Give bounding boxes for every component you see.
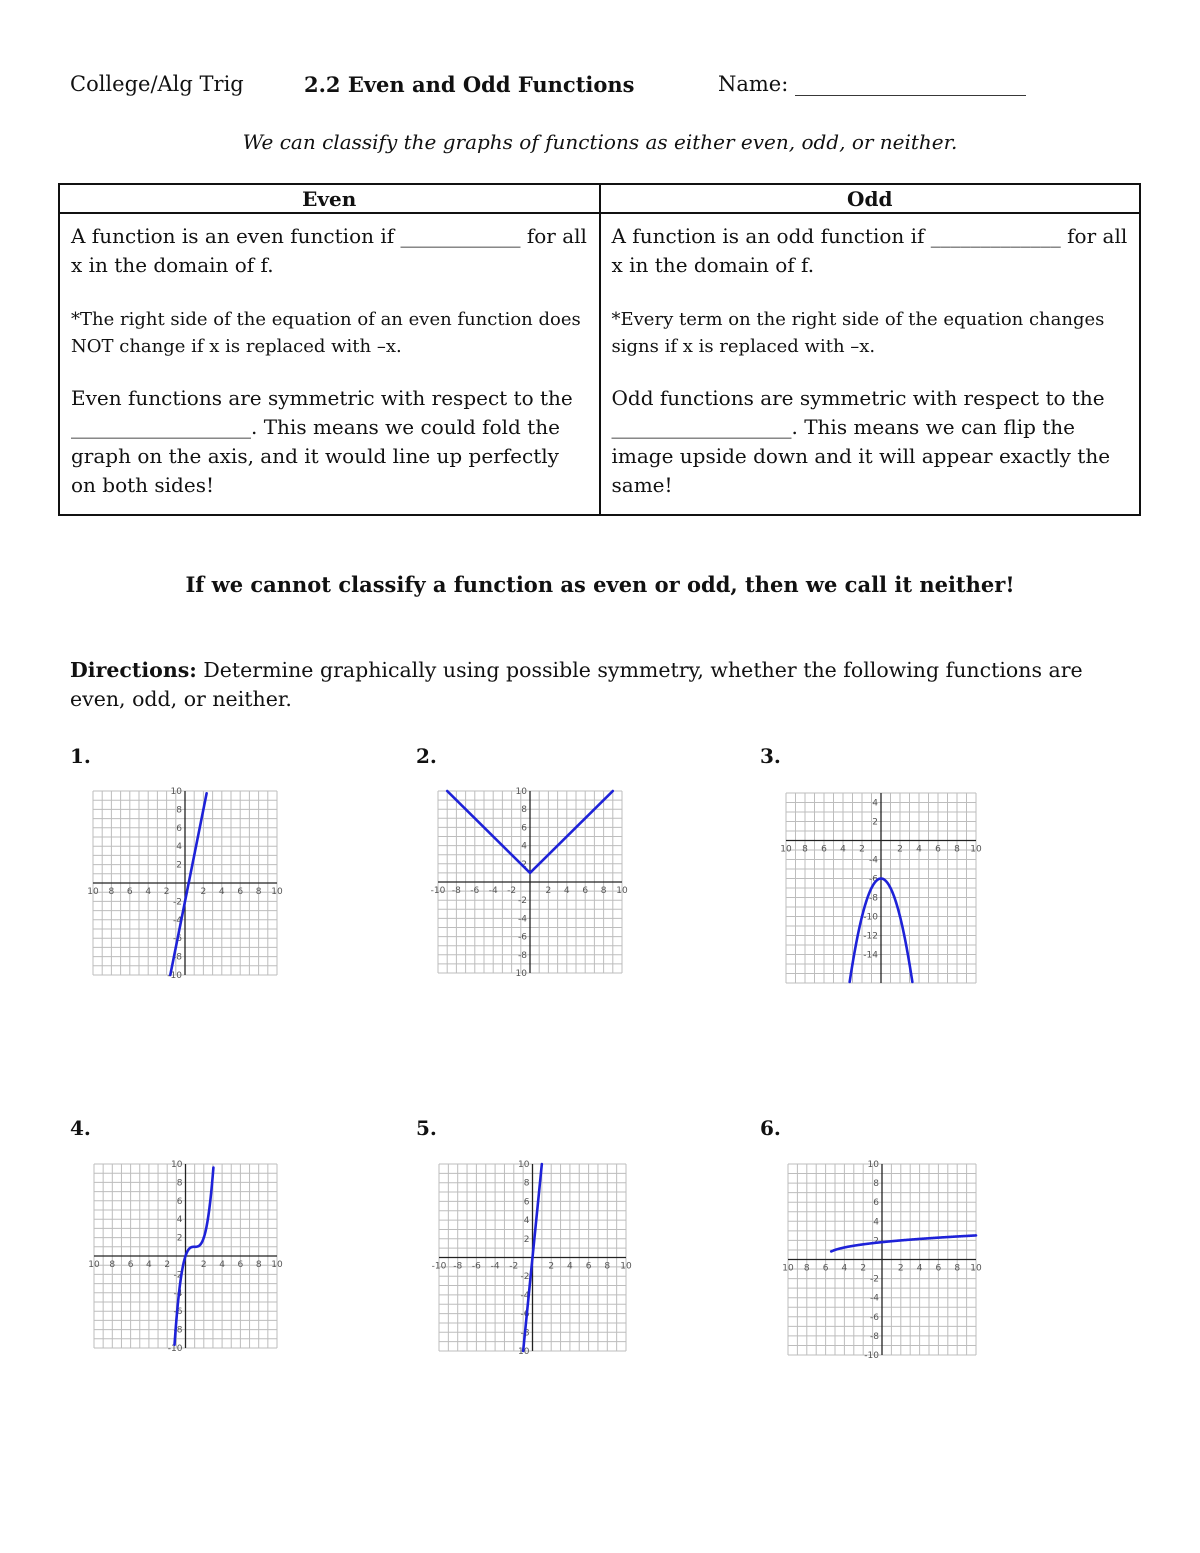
- x-tick-label: 2: [897, 1263, 904, 1274]
- y-tick-label: 8: [176, 1178, 183, 1189]
- x-tick-label: 10: [780, 844, 792, 855]
- x-tick-label: 8: [109, 1260, 116, 1270]
- graph-6: [782, 1160, 982, 1361]
- odd-note: *Every term on the right side of the equation changes signs if x is replaced with –x.: [611, 309, 1105, 357]
- x-tick-label: 8: [803, 1263, 810, 1274]
- x-tick-label: 6: [821, 844, 827, 855]
- x-tick-label: 6: [127, 1260, 134, 1270]
- y-tick-label: -4: [869, 855, 878, 866]
- even-odd-table: [58, 183, 1141, 516]
- y-tick-label: 10: [515, 787, 527, 797]
- y-tick-label: -6: [173, 934, 182, 945]
- y-tick-label: 2: [873, 1236, 879, 1247]
- even-cell: [59, 213, 600, 515]
- x-tick-label: -8: [453, 1261, 463, 1272]
- x-tick-label: 6: [237, 1260, 244, 1270]
- graph-5: [431, 1160, 632, 1357]
- problem-number: 5.: [416, 1116, 437, 1140]
- x-tick-label: 2: [164, 1260, 171, 1270]
- y-tick-label: 8: [176, 805, 182, 816]
- worksheet-header: [70, 72, 1140, 102]
- y-tick-label: -8: [520, 1328, 530, 1339]
- y-tick-label: 8: [523, 1178, 530, 1189]
- name-field[interactable]: Name: ______________________: [718, 72, 1026, 96]
- x-tick-label: 10: [970, 1263, 982, 1274]
- y-tick-label: 10: [171, 1160, 183, 1170]
- y-tick-label: 8: [521, 805, 527, 816]
- x-tick-label: 4: [916, 1263, 923, 1274]
- y-tick-label: 4: [176, 842, 182, 853]
- y-tick-label: 4: [872, 798, 878, 809]
- y-tick-label: -4: [870, 1293, 879, 1304]
- y-tick-label: -10: [167, 971, 182, 981]
- x-tick-label: -2: [507, 886, 517, 896]
- y-tick-label: -6: [869, 874, 878, 885]
- y-tick-label: 10: [867, 1160, 879, 1170]
- worksheet-title: 2.2 Even and Odd Functions: [304, 72, 635, 97]
- y-tick-label: 2: [176, 1233, 183, 1244]
- intro-text: We can classify the graphs of functions as either even, odd, or neither.: [242, 130, 958, 154]
- directions: [70, 656, 1140, 714]
- y-tick-label: 6: [176, 1196, 183, 1207]
- x-tick-label: 2: [163, 887, 170, 897]
- y-tick-label: 8: [873, 1179, 879, 1190]
- x-tick-label: 2: [859, 844, 865, 855]
- y-tick-label: 4: [521, 841, 527, 852]
- y-tick-label: 10: [518, 1347, 530, 1357]
- x-tick-label: 2: [200, 1260, 207, 1270]
- y-tick-label: -4: [520, 1290, 530, 1301]
- x-tick-label: -6: [471, 1261, 481, 1272]
- y-tick-label: -4: [518, 914, 527, 925]
- odd-heading: Odd: [600, 184, 1141, 213]
- graph-4: [88, 1160, 283, 1354]
- odd-cell: [600, 213, 1141, 515]
- odd-symmetry: Odd functions are symmetric with respect to the __________________. This means we can flip the image upside down and it will appear exactly the same!: [611, 386, 1111, 497]
- x-tick-label: 4: [145, 887, 152, 897]
- even-symmetry: Even functions are symmetric with respect to the __________________. This means we could fold the graph on the axis, and it would line up perfectly on both sides!: [71, 386, 573, 497]
- y-tick-label: -4: [173, 1288, 183, 1299]
- x-tick-label: 10: [782, 1263, 794, 1274]
- course-label: College/Alg Trig: [70, 72, 244, 96]
- y-tick-label: 6: [176, 823, 182, 834]
- y-tick-label: -6: [518, 932, 527, 943]
- odd-definition: A function is an odd function if _____________ for all x in the domain of f.: [611, 224, 1128, 277]
- y-tick-label: -14: [863, 950, 878, 961]
- x-tick-label: 6: [126, 887, 133, 897]
- y-tick-label: 4: [176, 1215, 183, 1226]
- even-note: *The right side of the equation of an even function does NOT change if x is replaced with –x.: [71, 309, 581, 357]
- y-tick-label: 6: [873, 1198, 879, 1209]
- x-tick-label: 2: [897, 844, 903, 855]
- x-tick-label: -4: [488, 886, 498, 896]
- x-tick-label: 8: [604, 1261, 611, 1272]
- x-tick-label: 10: [87, 887, 99, 897]
- x-tick-label: 4: [916, 844, 922, 855]
- y-tick-label: 10: [518, 1160, 530, 1170]
- x-tick-label: 2: [548, 1261, 555, 1272]
- x-tick-label: -8: [451, 886, 461, 896]
- y-tick-label: -10: [864, 1351, 879, 1361]
- y-tick-label: -10: [167, 1344, 183, 1354]
- x-tick-label: 8: [954, 1263, 961, 1274]
- x-tick-label: 6: [585, 1261, 592, 1272]
- y-tick-label: -8: [173, 952, 182, 963]
- y-tick-label: -6: [870, 1312, 879, 1323]
- x-tick-label: 8: [600, 886, 607, 896]
- directions-label: Directions:: [70, 658, 197, 682]
- y-tick-label: 2: [176, 860, 182, 871]
- y-tick-label: 4: [523, 1216, 530, 1227]
- x-tick-label: 2: [860, 1263, 867, 1274]
- problem-number: 4.: [70, 1116, 91, 1140]
- x-tick-label: 4: [840, 844, 846, 855]
- y-tick-label: -8: [518, 950, 527, 961]
- y-tick-label: -8: [869, 893, 878, 904]
- x-tick-label: -10: [430, 886, 446, 896]
- x-tick-label: -10: [431, 1261, 447, 1272]
- y-tick-label: -8: [173, 1325, 183, 1336]
- graph-3: [780, 792, 982, 984]
- y-tick-label: -2: [173, 1270, 183, 1281]
- even-definition: A function is an even function if ____________ for all x in the domain of f.: [71, 224, 587, 277]
- x-tick-label: 4: [841, 1263, 848, 1274]
- problem-number: 1.: [70, 744, 91, 768]
- y-tick-label: -12: [863, 931, 878, 942]
- problem-number: 2.: [416, 744, 437, 768]
- x-tick-label: 10: [271, 887, 283, 897]
- x-tick-label: 10: [88, 1260, 100, 1270]
- graph-1: [87, 787, 283, 981]
- x-tick-label: -6: [470, 886, 480, 896]
- even-heading: Even: [59, 184, 600, 213]
- x-tick-label: 10: [620, 1261, 632, 1272]
- x-tick-label: 10: [970, 844, 982, 855]
- y-tick-label: -8: [870, 1331, 879, 1342]
- y-tick-label: -2: [520, 1272, 530, 1283]
- x-tick-label: 8: [255, 1260, 262, 1270]
- x-tick-label: 8: [255, 887, 262, 897]
- x-tick-label: 8: [954, 844, 960, 855]
- graph-2: [430, 787, 628, 979]
- x-tick-label: 8: [108, 887, 115, 897]
- x-tick-label: 6: [822, 1263, 829, 1274]
- y-tick-label: -6: [520, 1309, 530, 1320]
- y-tick-label: 2: [523, 1234, 530, 1245]
- y-tick-label: 6: [521, 823, 527, 834]
- x-tick-label: 8: [802, 844, 808, 855]
- x-tick-label: -4: [490, 1261, 500, 1272]
- y-tick-label: 2: [521, 859, 527, 870]
- directions-text: Determine graphically using possible symmetry, whether the following functions are even, odd, or neither.: [70, 658, 1083, 711]
- x-tick-label: 6: [582, 886, 589, 896]
- x-tick-label: 6: [935, 1263, 942, 1274]
- x-tick-label: 4: [563, 886, 570, 896]
- x-tick-label: 2: [545, 886, 552, 896]
- neither-statement: If we cannot classify a function as even or odd, then we call it neither!: [185, 572, 1015, 597]
- y-tick-label: -2: [173, 897, 182, 908]
- y-tick-label: 6: [523, 1197, 530, 1208]
- y-tick-label: -6: [173, 1307, 183, 1318]
- y-tick-label: 4: [873, 1217, 879, 1228]
- y-tick-label: 10: [170, 787, 182, 797]
- y-tick-label: -2: [870, 1274, 879, 1285]
- y-tick-label: 10: [515, 969, 527, 979]
- y-tick-label: -4: [173, 915, 182, 926]
- x-tick-label: 6: [935, 844, 941, 855]
- y-tick-label: -10: [863, 912, 878, 923]
- y-tick-label: 2: [872, 817, 878, 828]
- x-tick-label: -2: [509, 1261, 519, 1272]
- x-tick-label: 6: [237, 887, 244, 897]
- problem-number: 3.: [760, 744, 781, 768]
- x-tick-label: 2: [200, 887, 207, 897]
- x-tick-label: 4: [218, 887, 225, 897]
- x-tick-label: 10: [616, 886, 628, 896]
- problem-number: 6.: [760, 1116, 781, 1140]
- x-tick-label: 4: [219, 1260, 225, 1270]
- y-tick-label: -2: [518, 896, 527, 907]
- x-tick-label: 10: [271, 1260, 283, 1270]
- x-tick-label: 4: [567, 1261, 573, 1272]
- function-curve: [831, 1235, 976, 1251]
- x-tick-label: 4: [146, 1260, 152, 1270]
